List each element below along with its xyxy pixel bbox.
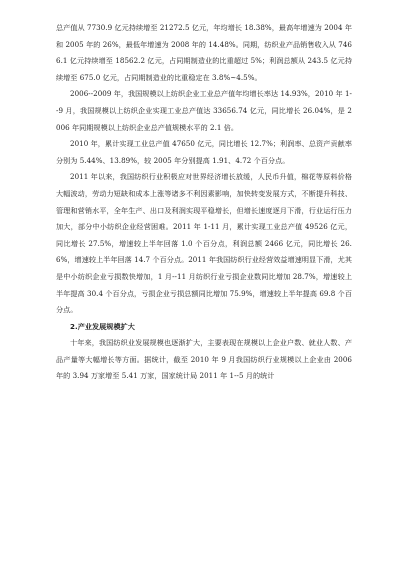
section-heading-scale-expansion: 2.产业发展规模扩大 <box>70 321 135 331</box>
paragraph-2011-conditions: 2011 年以来，我国纺织行业积极应对世界经济增长放缓，人民币升值，棉花等原料价格大幅波动，劳动力短缺和成本上涨等诸多不利因素影响，加快转变发展方式，不断提升科技、管理和营销水平，全年生产、出口及利润实现平稳增长，但增长速度逐月下滑，行业运行压力加大，部分中小纺织企业经营困难。2011 年 1-11 月，累计实现工业总产值 49526 亿元，同比增长 27.5%，增速较上半年回落 1.0 个百分点，利润总额 2466 亿元，同比增长 26.6%，增速较上半年回落 14.7 个百分点。2011 年我国纺织行业经营效益增速明显下滑，尤其是中小纺织企业亏损数快增加，1 月--11 月纺织行业亏损企业数同比增加 28.7%，增速较上半年提高 30.4 个百分点，亏损企业亏损总额同比增加 75.9%，增速较上半年提高 69.8 个百分点。 <box>56 172 352 315</box>
paragraph-2006-2009-growth: 2006--2009 年，我国规模以上纺织企业工业总产值年均增长率达 14.93%，2010 年 1--9 月，我国规模以上纺织企业实现工业总产值达 33656.74 亿元，同比增长 26.04%，是 2006 年同期规模以上纺织企业总产值规模水平的 2.1 倍。 <box>56 89 352 132</box>
paragraph-2010-output: 2010 年，累计实现工业总产值 47650 亿元，同比增长 12.7%；利润率、总资产贡献率分别为 5.44%、13.89%，较 2005 年分别提高 1.91、4.72 个百分点。 <box>56 139 352 165</box>
paragraph-industry-output: 总产值从 7730.9 亿元持续增至 21272.5 亿元，年均增长 18.38%，最高年增速为 2004 年和 2005 年的 26%，最低年增速为 2008 年的 14.48%。同期，纺织业产品销售收入从 7466.1 亿元持续增至 18562.2 亿元，占同期制造业的比重超过 5%；利润总额从 243.5 亿元持续增至 675.0 亿元，占同期制造业的比重稳定在 3.8%~4.5%。 <box>56 23 352 82</box>
paragraph-scale-expansion: 十年来，我国纺织业发展规模也逐渐扩大，主要表现在规模以上企业户数、就业人数、产品产量等大幅增长等方面。据统计，截至 2010 年 9 月我国纺织行业规模以上企业由 2006 年的 3.94 万家增至 5.41 万家，国家统计局 2011 年 1--5 月的统计 <box>56 338 352 381</box>
document-body <box>56 20 352 385</box>
